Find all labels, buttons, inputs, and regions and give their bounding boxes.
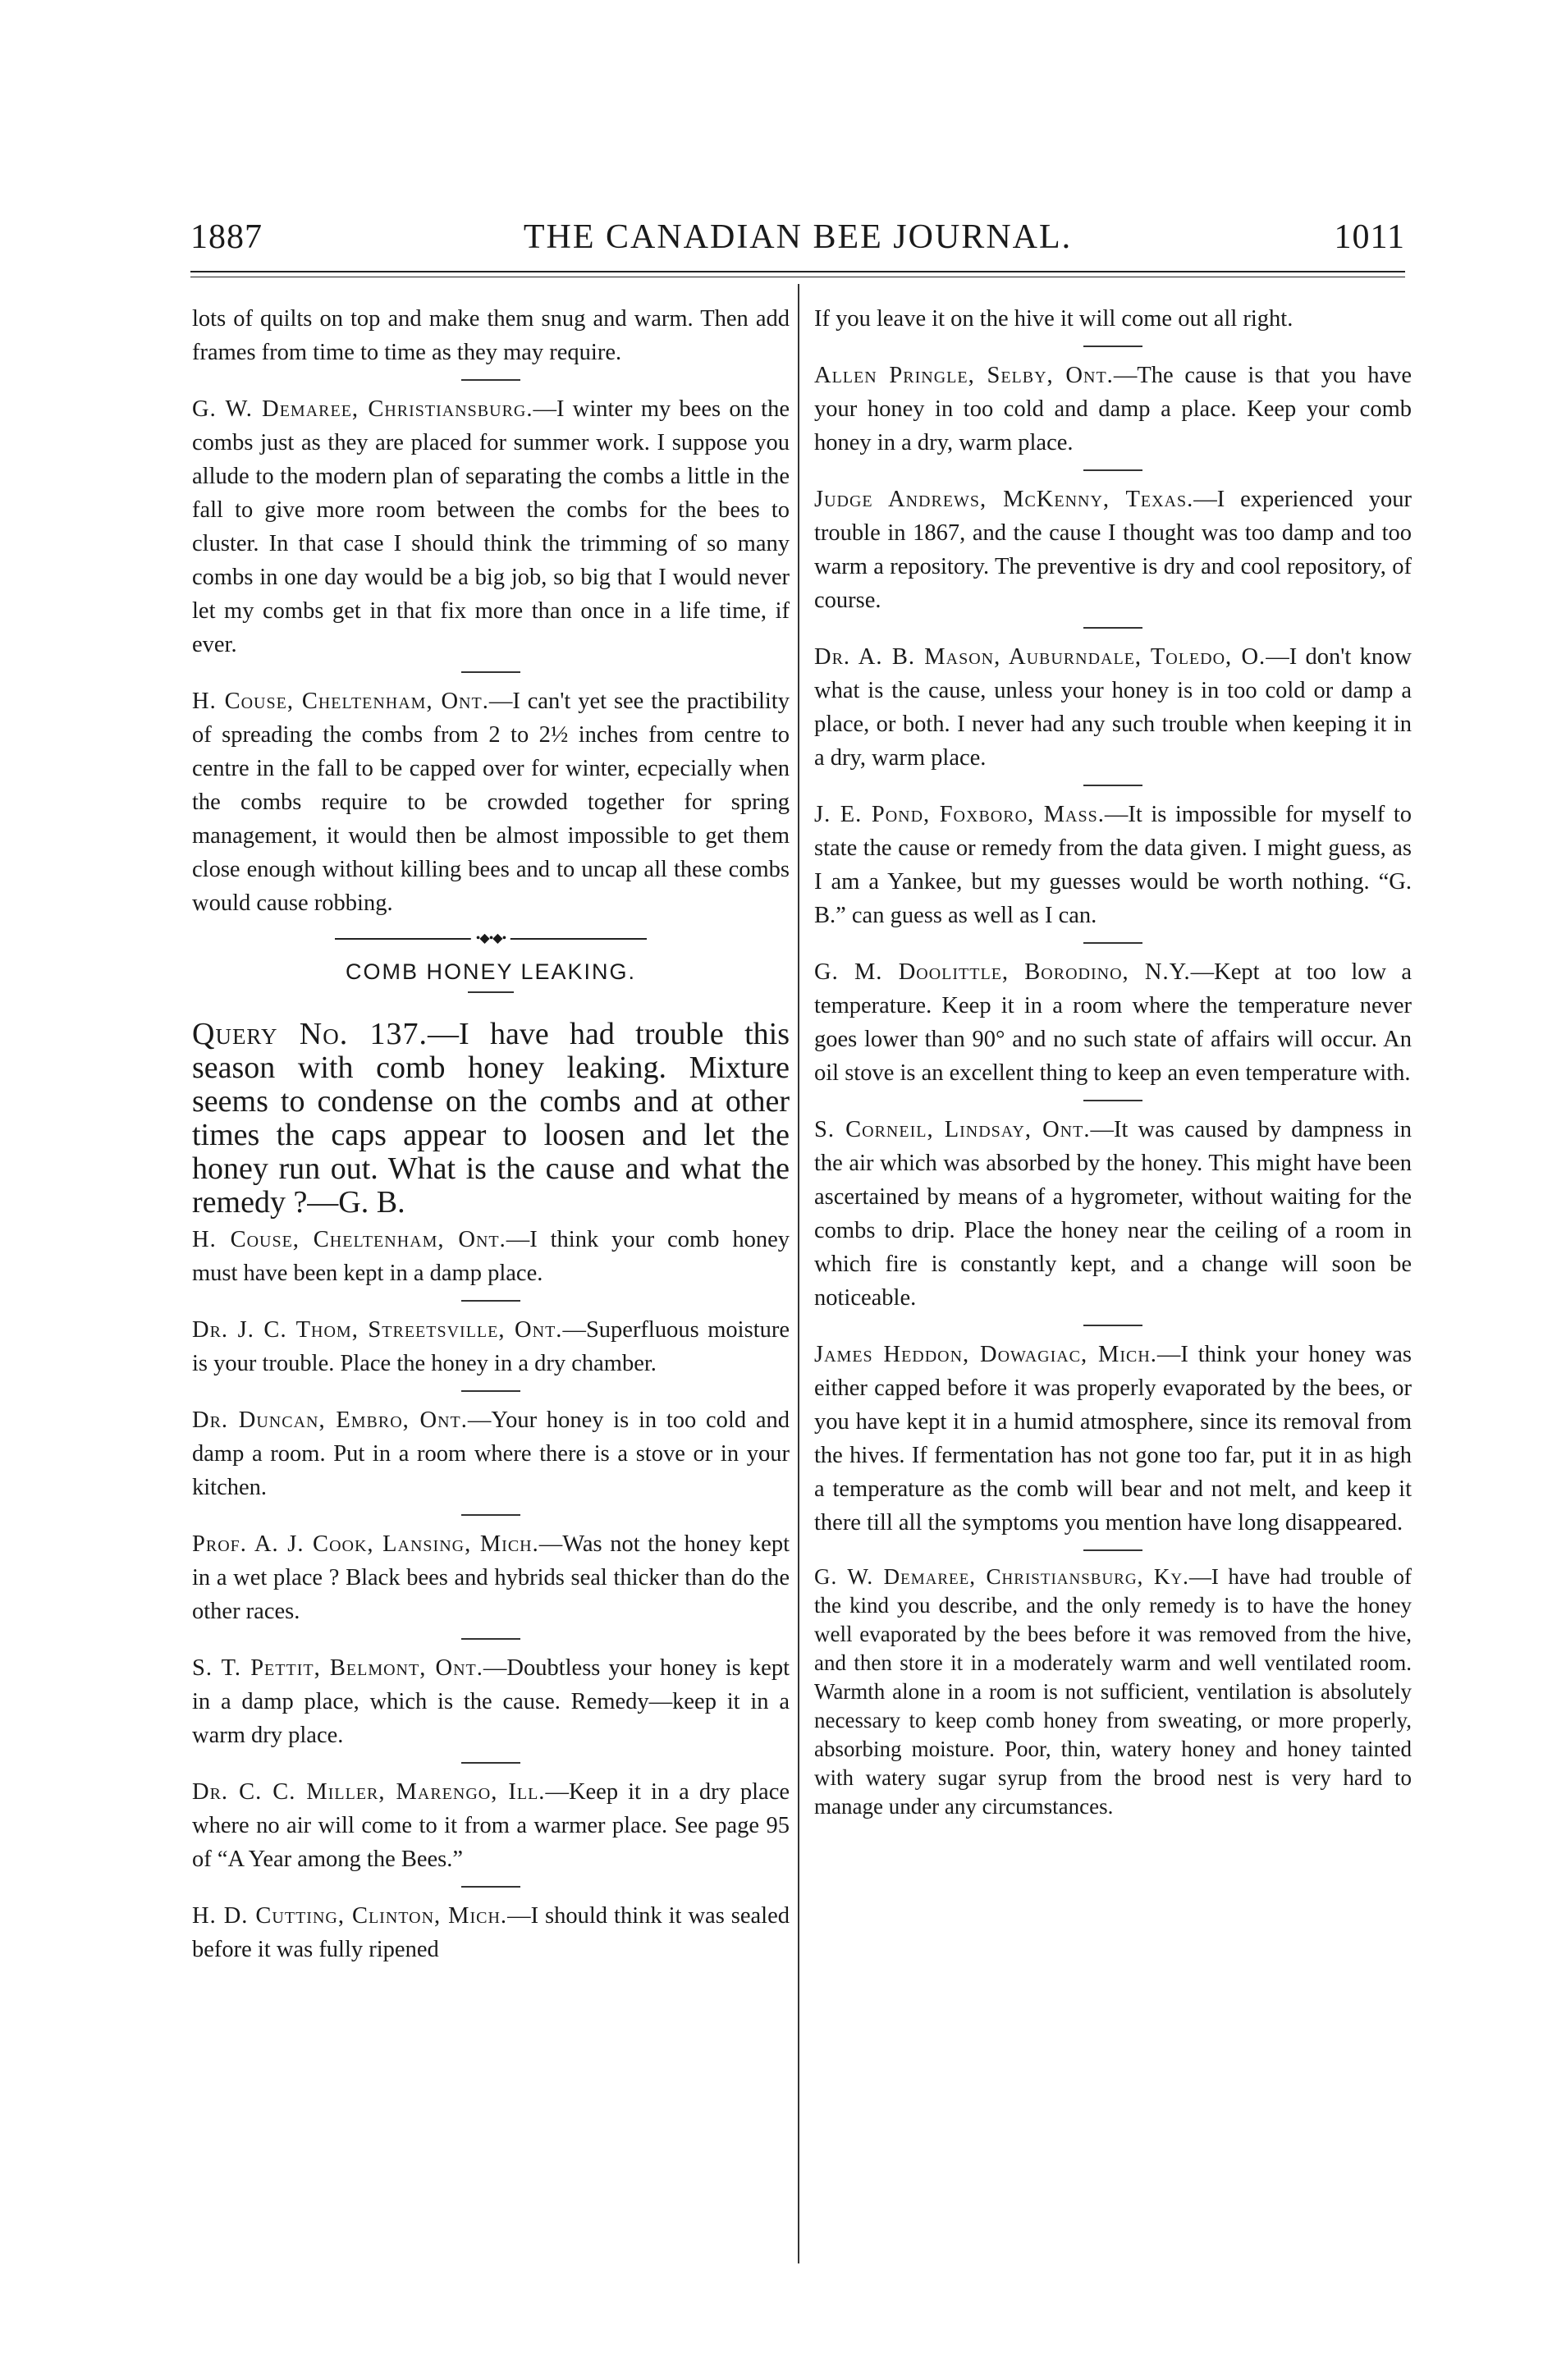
answer-text: —Was not the honey kept in a wet place ? Black bees and hybrids seal thicker than do the other races.: [192, 1531, 790, 1624]
answer-text: —I winter my bees on the combs just as they are placed for summer work. I suppose you allude to the modern plan of separating the combs a little in the fall to give more room between the combs for the bees to cluster. In that case I should think the trimming of so many combs in one day would be a big job, so big that I would never let my combs get in that fix more than once in a life time, if ever.: [192, 396, 790, 657]
respondent-name: S. T. Pettit, Belmont, Ont.: [192, 1655, 483, 1681]
separator: [1083, 1325, 1142, 1326]
respondent-name: Allen Pringle, Selby, Ont.: [814, 363, 1114, 388]
separator: [461, 379, 520, 381]
section-title: COMB HONEY LEAKING.: [345, 959, 637, 984]
answer-text: —Keep it in a dry place where no air will come to it from a warmer place. See page 95 of “A Year among the Bees.”: [192, 1779, 790, 1872]
respondent-name: S. Corneil, Lindsay, Ont.: [814, 1117, 1091, 1142]
answer-text: —Superfluous moisture is your trouble. Place the honey in a dry chamber.: [192, 1317, 790, 1376]
answer-entry: [814, 483, 1412, 617]
respondent-name: Dr. J. C. Thom, Streetsville, Ont.: [192, 1317, 563, 1343]
separator: [1083, 469, 1142, 471]
answer-entry: [814, 640, 1412, 775]
respondent-name: H. Couse, Cheltenham, Ont.: [192, 1227, 506, 1252]
separator: [461, 1762, 520, 1764]
separator: [461, 1300, 520, 1302]
respondent-name: H. D. Cutting, Clinton, Mich.: [192, 1903, 508, 1929]
answer-entry: [192, 392, 790, 661]
respondent-name: G. W. Demaree, Christiansburg.: [192, 396, 533, 422]
separator: [1083, 942, 1142, 944]
respondent-name: G. W. Demaree, Christiansburg, Ky.: [814, 1564, 1189, 1589]
answer-text: —I think your honey was either capped before it was properly evaporated by the bees, or you have kept it in a humid atmosphere, since its removal from the hives. If fermentation has not gone too far, put it in as high a temperature as the comb will bear and not melt, and keep it there till all the symptoms you mention have long disappeared.: [814, 1342, 1412, 1536]
answer-text: —I think your comb honey must have been kept in a damp place.: [192, 1227, 790, 1286]
answer-text: —I should think it was sealed before it was fully ripened: [192, 1903, 790, 1962]
respondent-name: J. E. Pond, Foxboro, Mass.: [814, 802, 1105, 827]
respondent-name: H. Couse, Cheltenham, Ont.: [192, 689, 489, 714]
answer-entry: [814, 1113, 1412, 1315]
answer-entry: [192, 1313, 790, 1380]
left-column: [192, 302, 790, 1966]
respondent-name: James Heddon, Dowagiac, Mich.: [814, 1342, 1157, 1367]
separator: [1083, 1549, 1142, 1551]
ornament-glyphs: •◆•◆•: [471, 933, 511, 945]
answer-entry: [192, 1651, 790, 1752]
answer-text: —It is impossible for myself to state the cause or remedy from the data given. I might guess, as I am a Yankee, but my guesses would be worth nothing. “G. B.” can guess as well as I can.: [814, 802, 1413, 928]
journal-title: THE CANADIAN BEE JOURNAL.: [523, 218, 1073, 256]
answer-entry: [192, 684, 790, 920]
separator: [1083, 785, 1142, 786]
query-entry: [192, 1018, 790, 1220]
respondent-name: Judge Andrews, McKenny, Texas.: [814, 487, 1194, 512]
continued-text: lots of quilts on top and make them snug and warm. Then add frames from time to time as they may require.: [192, 306, 790, 365]
answer-text: —It was caused by dampness in the air which was absorbed by the honey. This might have been ascertained by means of a hygrometer, without waiting for the combs to drip. Place the honey near the ceiling of a room in which fire is constantly kept, and a change will soon be noticeable.: [814, 1117, 1412, 1311]
respondent-name: Dr. Duncan, Embro, Ont.: [192, 1407, 468, 1433]
separator: [1083, 1100, 1142, 1101]
answer-entry: [192, 1223, 790, 1290]
answer-text: —Doubtless your honey is kept in a damp place, which is the cause. Remedy—keep it in a warm dry place.: [192, 1655, 790, 1748]
answer-text: —Kept at too low a temperature. Keep it in a room where the temperature never goes lower than 90° and no such state of affairs will occur. An oil stove is an excellent thing to keep an even temperature with.: [814, 959, 1412, 1086]
answer-entry: [192, 1899, 790, 1966]
query-text: —I have had trouble this season with comb honey leaking. Mixture seems to condense on the combs and at other times the caps appear to loosen and let the honey run out. What is the cause and what the remedy ?—G. B.: [192, 1017, 790, 1220]
separator: [1083, 346, 1142, 347]
respondent-name: Dr. C. C. Miller, Marengo, Ill.: [192, 1779, 546, 1805]
separator: [461, 1886, 520, 1888]
separator: [461, 1638, 520, 1640]
answer-text: —I have had trouble of the kind you describe, and the only remedy is to have the honey well evaporated by the bees before it was removed from the hive, and then store it in a moderately warm and well ventilated room. Warmth alone in a room is not sufficient, ventilation is absolutely necessary to keep comb honey from sweating, or more properly, absorbing moisture. Poor, thin, watery honey and honey tainted with watery sugar syrup from the brood nest is very hard to manage under any circumstances.: [814, 1564, 1412, 1819]
header-year: 1887: [190, 218, 263, 256]
answer-entry: [814, 359, 1412, 460]
answer-text: —Your honey is in too cold and damp a room. Put in a room where there is a stove or in your kitchen.: [192, 1407, 790, 1500]
answer-text: —I don't know what is the cause, unless your honey is in too cold or damp a place, or both. I never had any such trouble when keeping it in a dry, warm place.: [814, 644, 1412, 771]
section-ornament: [335, 933, 647, 945]
separator: [461, 1514, 520, 1516]
answer-text: —I experienced your trouble in 1867, and the cause I thought was too damp and too warm a repository. The preventive is dry and cool repository, of course.: [814, 487, 1412, 613]
header-rule: [190, 271, 1405, 272]
answer-text: —The cause is that you have your honey in too cold and damp a place. Keep your comb honey in a dry, warm place.: [814, 363, 1412, 455]
page-number: 1011: [1334, 218, 1405, 256]
separator: [468, 991, 514, 993]
respondent-name: Dr. A. B. Mason, Auburndale, Toledo, O.: [814, 644, 1266, 670]
query-label: Query No. 137.: [192, 1017, 428, 1051]
column-divider: [798, 284, 799, 2263]
answer-entry: [814, 798, 1412, 932]
answer-entry: [814, 1563, 1412, 1821]
respondent-name: G. M. Doolittle, Borodino, N.Y.: [814, 959, 1191, 985]
right-column: [814, 302, 1412, 1821]
continued-text: If you leave it on the hive it will come out all right.: [814, 306, 1293, 332]
page-header: [190, 215, 1405, 259]
answer-entry: [814, 955, 1412, 1090]
respondent-name: Prof. A. J. Cook, Lansing, Mich.: [192, 1531, 539, 1557]
separator: [461, 671, 520, 673]
answer-entry: [192, 1527, 790, 1628]
separator: [461, 1390, 520, 1392]
answer-text: —I can't yet see the practibility of spreading the combs from 2 to 2½ inches from centre to centre in the fall to be capped over for winter, ecpecially when the combs require to be crowded together for spring management, it would then be almost impossible to get them close enough without killing bees and to uncap all these combs would cause robbing.: [192, 689, 790, 916]
answer-entry: [192, 1403, 790, 1504]
answer-entry: [814, 1338, 1412, 1540]
separator: [1083, 627, 1142, 629]
answer-entry: [192, 1775, 790, 1876]
